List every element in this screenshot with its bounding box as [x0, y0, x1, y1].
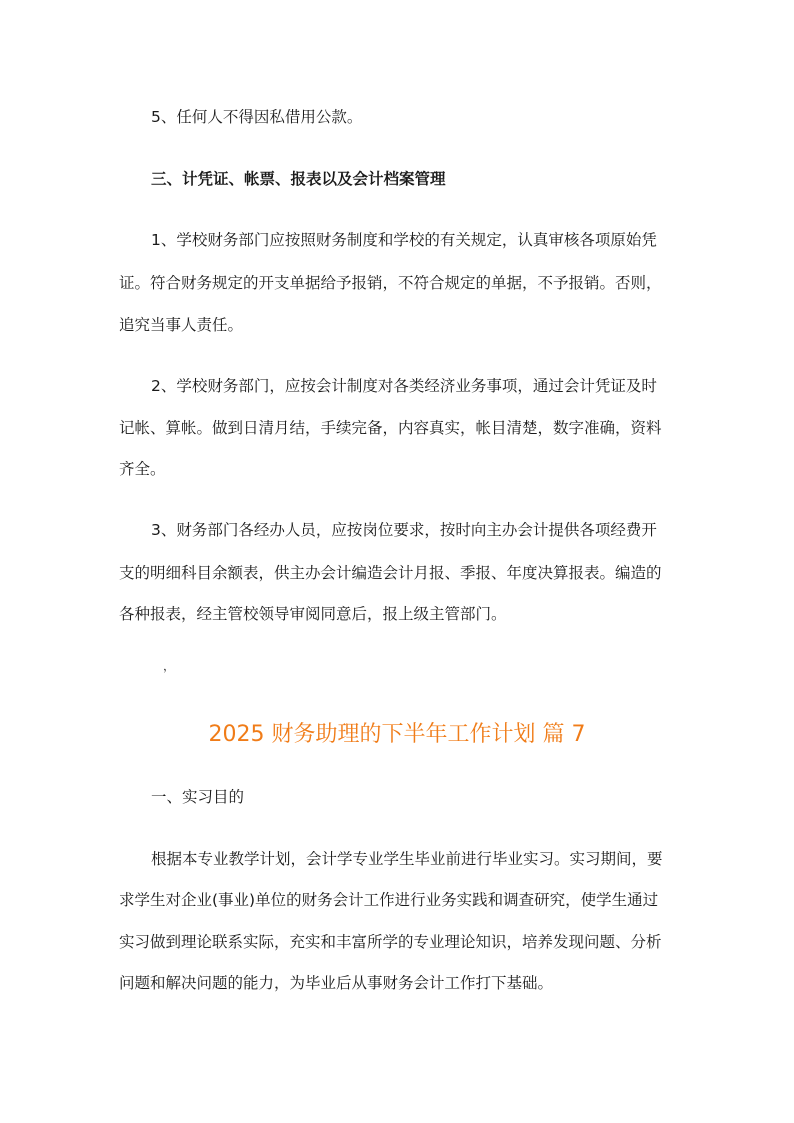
subsection-heading-1: 一、实习目的	[151, 788, 245, 806]
stray-comma-mark: ，	[163, 659, 176, 673]
paragraph-4-line-3: 实习做到理论联系实际，充实和丰富所学的专业理论知识，培养发现问题、分析	[119, 933, 662, 951]
paragraph-2-line-2: 记帐、算帐。做到日清月结，手续完备，内容真实，帐目清楚，数字准确，资料	[119, 419, 662, 437]
paragraph-4-line-1: 根据本专业教学计划，会计学专业学生毕业前进行毕业实习。实习期间，要	[151, 850, 663, 868]
paragraph-2-line-3: 齐全。	[119, 460, 166, 478]
section-title: 2025 财务助理的下半年工作计划 篇 7	[208, 722, 586, 747]
paragraph-4-line-2: 求学生对企业(事业)单位的财务会计工作进行业务实践和调查研究，使学生通过	[119, 891, 659, 909]
paragraph-item-5: 5、任何人不得因私借用公款。	[151, 108, 363, 126]
section-heading-3: 三、计凭证、帐票、报表以及会计档案管理	[151, 170, 446, 188]
paragraph-1-line-1: 1、学校财务部门应按照财务制度和学校的有关规定，认真审核各项原始凭	[151, 231, 657, 249]
paragraph-1-line-3: 追究当事人责任。	[119, 316, 244, 334]
paragraph-1-line-2: 证。符合财务规定的开支单据给予报销，不符合规定的单据，不予报销。否则，	[119, 274, 662, 292]
paragraph-2-line-1: 2、学校财务部门，应按会计制度对各类经济业务事项，通过会计凭证及时	[151, 377, 657, 395]
paragraph-3-line-1: 3、财务部门各经办人员，应按岗位要求，按时向主办会计提供各项经费开	[151, 521, 657, 539]
paragraph-3-line-2: 支的明细科目余额表，供主办会计编造会计月报、季报、年度决算报表。编造的	[119, 564, 662, 582]
paragraph-3-line-3: 各种报表，经主管校领导审阅同意后，报上级主管部门。	[119, 605, 507, 623]
paragraph-4-line-4: 问题和解决问题的能力，为毕业后从事财务会计工作打下基础。	[119, 974, 554, 992]
